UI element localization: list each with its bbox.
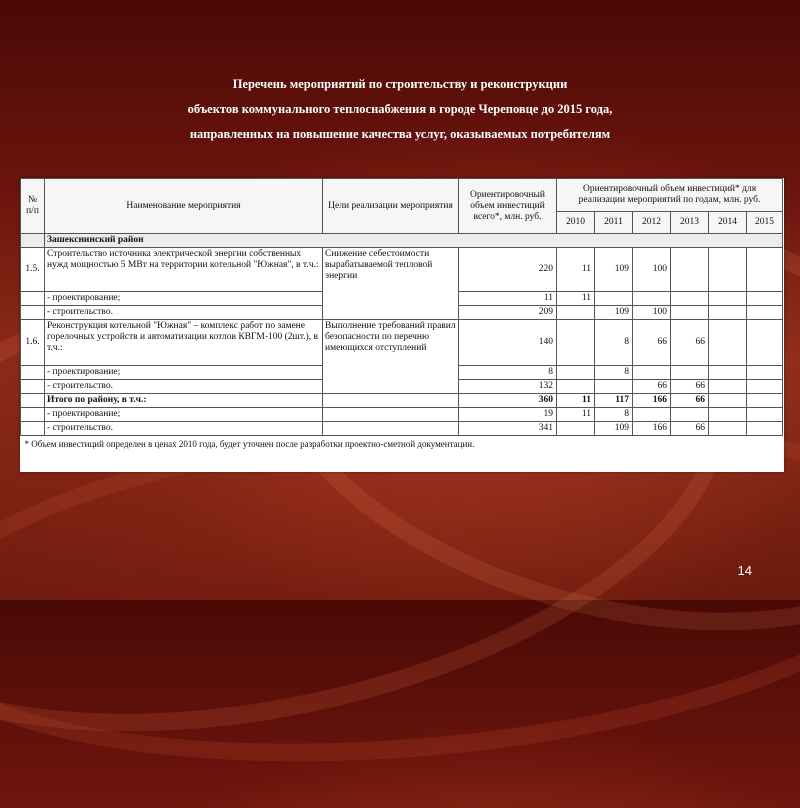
table-row [21,422,783,436]
header-total: Ориентировочный объем инвестиций всего*, млн. руб. [459,179,557,234]
cell-value: 66 [671,320,709,366]
cell-value: 66 [633,380,671,394]
cell-value: 8 [595,408,633,422]
cell-value: 109 [595,422,633,436]
cell-value: 11 [557,394,595,408]
cell-value [633,366,671,380]
cell-value [671,366,709,380]
section-title: Зашекснинский район [45,234,783,248]
row-name: - строительство. [45,380,323,394]
header-num: № п/п [21,179,45,234]
cell-value [747,394,783,408]
cell-value [709,320,747,366]
row-name: - строительство. [45,306,323,320]
cell-total: 360 [459,394,557,408]
row-num: 1.6. [21,320,45,366]
row-name: - проектирование; [45,366,323,380]
totals-label: Итого по району, в т.ч.: [45,394,323,408]
header-by-year: Ориентировочный объем инвестиций* для реализации мероприятий по годам, млн. руб. [557,179,783,212]
cell-value [671,306,709,320]
cell-value [747,320,783,366]
document-table-image [20,178,784,472]
row-name: - строительство. [45,422,323,436]
cell-value [595,380,633,394]
cell-value [557,320,595,366]
row-num: 1.5. [21,248,45,292]
cell-value: 109 [595,248,633,292]
cell-value [747,380,783,394]
cell-value [709,422,747,436]
cell-value: 11 [557,292,595,306]
header-year: 2014 [709,212,747,234]
header-year: 2015 [747,212,783,234]
cell-value [671,292,709,306]
cell-value [709,394,747,408]
cell-value: 11 [557,248,595,292]
cell-value: 66 [671,422,709,436]
investment-table [20,178,783,453]
cell-value [747,306,783,320]
cell-value: 166 [633,422,671,436]
header-name: Наименование мероприятия [45,179,323,234]
table-row [21,408,783,422]
row-name: Реконструкция котельной "Южная" – комплекс работ по замене горелочных устройств и автоматизации котлов КВГМ-100 (2шт.), в т.ч.: [45,320,323,366]
cell-value [747,422,783,436]
row-name: Строительство источника электрической энергии собственных нужд мощностью 5 МВт на территории котельной "Южная", в т.ч.: [45,248,323,292]
title-line-3: направленных на повышение качества услуг, оказываемых потребителям [189,127,611,141]
cell-value [709,366,747,380]
cell-value: 66 [633,320,671,366]
cell-total: 341 [459,422,557,436]
cell-value [557,306,595,320]
cell-total: 19 [459,408,557,422]
cell-value: 109 [595,306,633,320]
cell-total: 209 [459,306,557,320]
cell-value [633,408,671,422]
cell-value: 66 [671,380,709,394]
cell-value: 66 [671,394,709,408]
row-name: - проектирование; [45,292,323,306]
cell-value [709,408,747,422]
cell-value: 8 [595,366,633,380]
page-number: 14 [737,563,752,578]
cell-value [747,366,783,380]
header-goals: Цели реализации мероприятия [323,179,459,234]
table-row [21,248,783,292]
cell-value: 100 [633,306,671,320]
cell-value [557,422,595,436]
cell-value [595,292,633,306]
row-goals: Снижение себестоимости вырабатываемой тепловой энергии [323,248,459,320]
cell-value [671,408,709,422]
header-year: 2012 [633,212,671,234]
table-row [21,320,783,366]
cell-value [709,292,747,306]
cell-total: 11 [459,292,557,306]
header-year: 2010 [557,212,595,234]
slide-title [60,72,740,147]
cell-value [633,292,671,306]
cell-value [557,380,595,394]
footnote: * Объем инвестиций определен в ценах 2010 года, будет уточнен после разработки проектно-сметной документации. [24,439,475,449]
title-line-1: Перечень мероприятий по строительству и реконструкции [232,77,568,91]
cell-value [709,306,747,320]
row-name: - проектирование; [45,408,323,422]
cell-value: 166 [633,394,671,408]
cell-value: 100 [633,248,671,292]
cell-value: 11 [557,408,595,422]
cell-total: 140 [459,320,557,366]
cell-total: 220 [459,248,557,292]
row-goals: Выполнение требований правил безопасности по перечню имеющихся отступлений [323,320,459,394]
cell-value [747,248,783,292]
cell-value [747,408,783,422]
cell-value [709,248,747,292]
cell-value [709,380,747,394]
title-line-2: объектов коммунального теплоснабжения в городе Череповце до 2015 года, [187,102,613,116]
cell-value [557,366,595,380]
cell-total: 8 [459,366,557,380]
table-row-totals [21,394,783,408]
header-year: 2013 [671,212,709,234]
cell-value [747,292,783,306]
cell-value: 8 [595,320,633,366]
cell-value [671,248,709,292]
cell-total: 132 [459,380,557,394]
header-year: 2011 [595,212,633,234]
cell-value: 117 [595,394,633,408]
